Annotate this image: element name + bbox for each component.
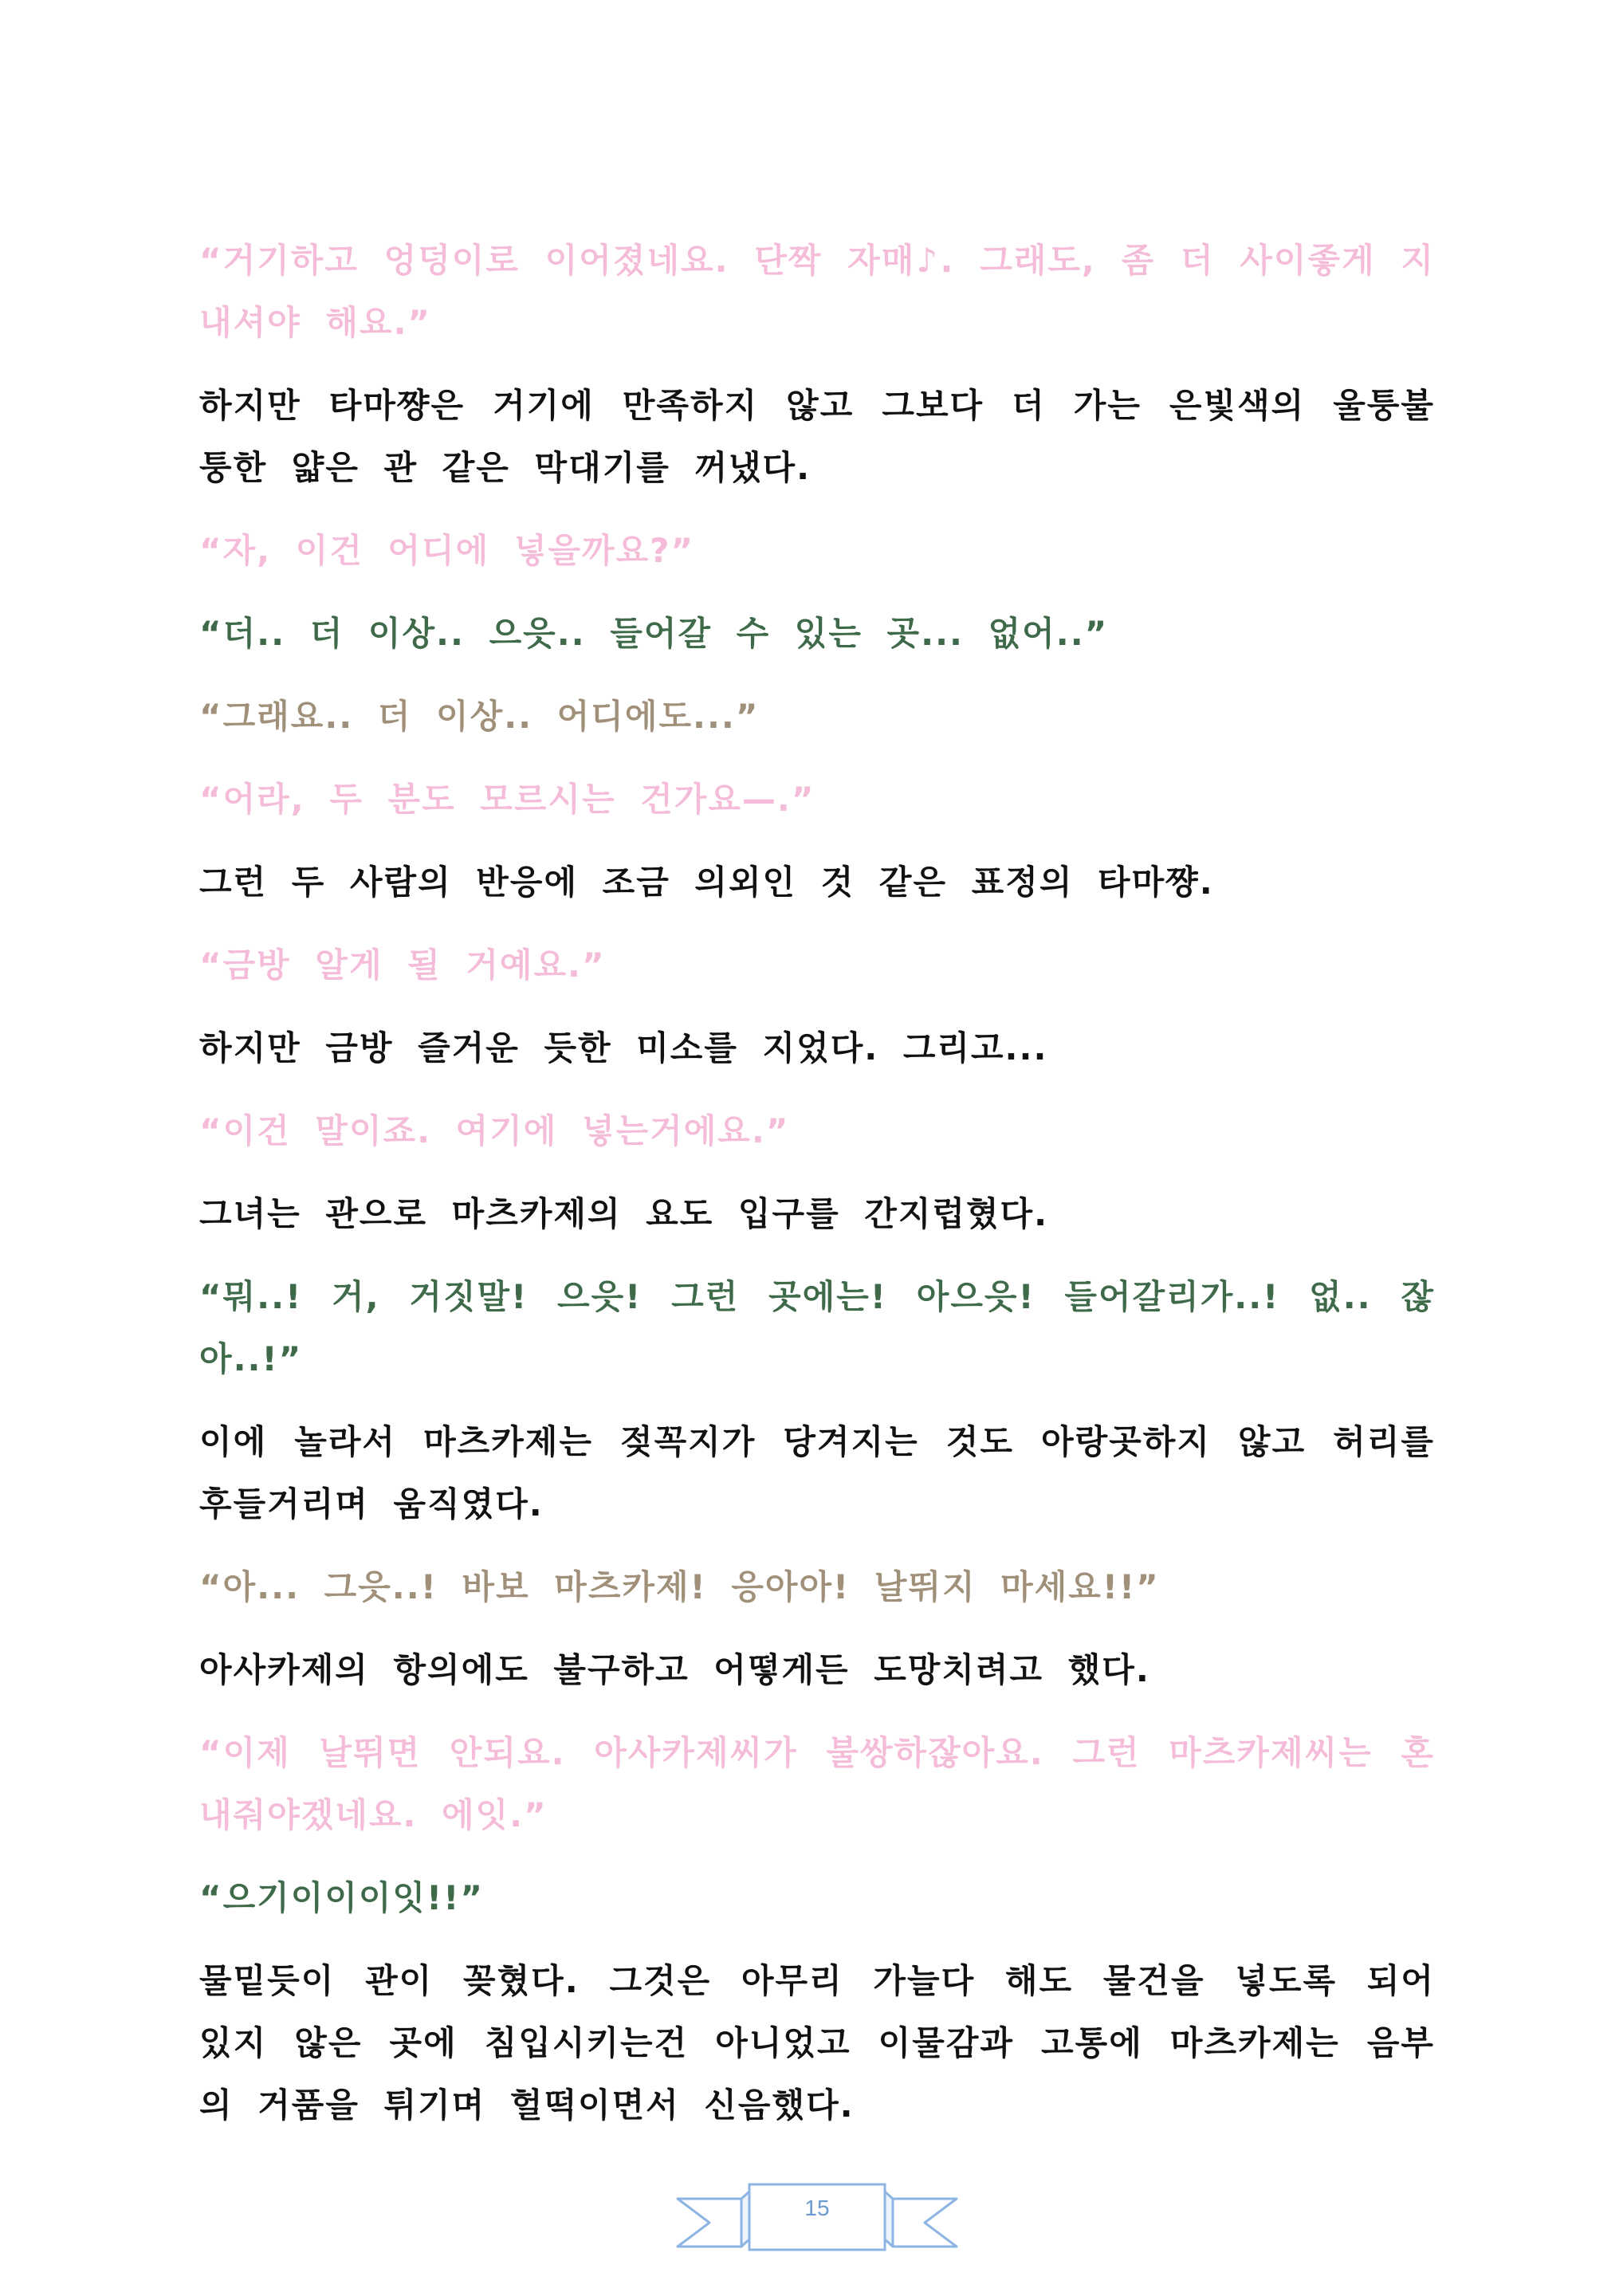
page-footer — [670, 2160, 965, 2256]
dialogue-paragraph: “이건 말이죠. 여기에 넣는거에요.” — [199, 1111, 790, 1150]
dialogue-paragraph: “자, 이건 어디에 넣을까요?” — [199, 531, 695, 570]
dialogue-paragraph: “뭐..! 거, 거짓말! 으읏! 그런 곳에는! 아으읏! 들어갈리가..! 없.. 잖아..!” — [199, 1277, 1435, 1378]
narration-paragraph: 그런 두 사람의 반응에 조금 의외인 것 같은 표정의 타마쨩. — [199, 863, 1214, 902]
dialogue-paragraph: “이제 날뛰면 안되요. 아사카제씨가 불쌍하잖아요. 그런 마츠카제씨는 혼내줘야겠네요. 에잇.” — [199, 1733, 1435, 1834]
dialogue-paragraph: “으기이이이잇!!” — [199, 1878, 484, 1917]
dialogue-paragraph: “어라, 두 분도 모르시는 건가요—.” — [199, 780, 815, 819]
dialogue-paragraph: “거기하고 엉덩이로 이어졌네요. 단짝 자매♪. 그래도, 좀 더 사이좋게 지내셔야 해요.” — [199, 241, 1435, 342]
text-body — [199, 230, 1435, 2157]
dialogue-paragraph: “더.. 더 이상.. 으읏.. 들어갈 수 있는 곳... 없어..” — [199, 614, 1109, 653]
narration-paragraph: 이에 놀라서 마츠카제는 젖꼭지가 당겨지는 것도 아랑곳하지 않고 허리를 후들거리며 움직였다. — [199, 1422, 1435, 1523]
dialogue-paragraph: “금방 알게 될 거예요.” — [199, 946, 606, 985]
narration-paragraph: 그녀는 관으로 마츠카제의 요도 입구를 간지럽혔다. — [199, 1194, 1049, 1233]
page-number: 15 — [804, 2196, 830, 2220]
narration-paragraph: 아사카제의 항의에도 불구하고 어떻게든 도망치려고 했다. — [199, 1650, 1150, 1689]
dialogue-paragraph: “아... 그읏..! 바보 마츠카제! 응아아! 날뛰지 마세요!!” — [199, 1567, 1160, 1606]
narration-paragraph: 하지만 금방 즐거운 듯한 미소를 지었다. 그리고... — [199, 1028, 1048, 1067]
narration-paragraph: 물밑듯이 관이 꽂혔다. 그것은 아무리 가늘다 해도 물건을 넣도록 되어 있지 않은 곳에 침입시키는건 아니었고 이물감과 고통에 마츠카제는 음부의 거품을 튀기며 헐떡이면서 신음했다. — [199, 1961, 1435, 2125]
dialogue-paragraph: “그래요.. 더 이상.. 어디에도...” — [199, 697, 760, 736]
narration-paragraph: 하지만 타마쨩은 거기에 만족하지 않고 그보다 더 가는 은빛색의 울퉁불퉁한 얇은 관 같은 막대기를 꺼냈다. — [199, 386, 1435, 487]
